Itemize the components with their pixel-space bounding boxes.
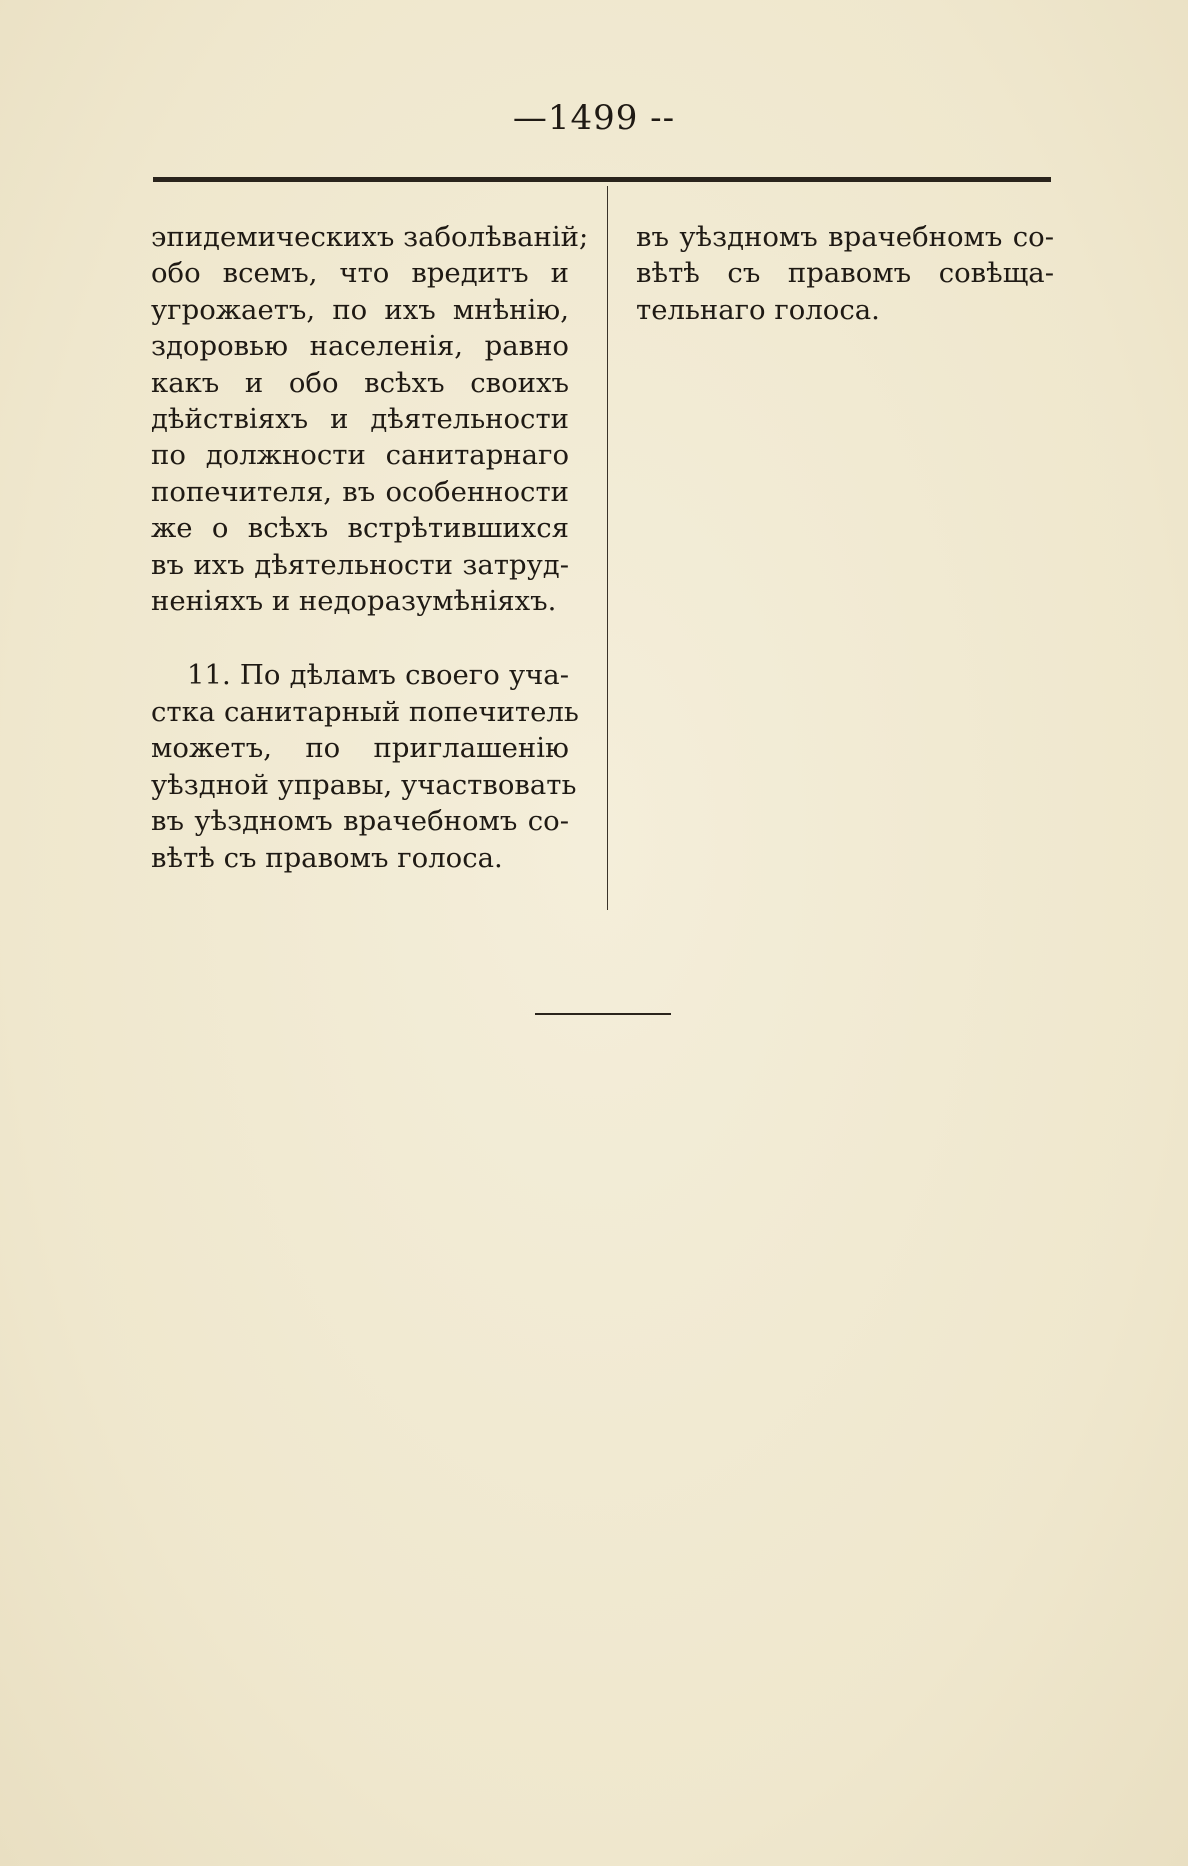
text-line: въ уѣздномъ врачебномъ со- xyxy=(151,805,569,838)
text-line: дѣйствіяхъ и дѣятельности xyxy=(151,403,569,436)
text-line: обо всемъ, что вредитъ и xyxy=(151,257,569,290)
text-line: тельнаго голоса. xyxy=(636,293,880,326)
header-rule xyxy=(153,177,1051,182)
text-line: какъ и обо всѣхъ своихъ xyxy=(151,366,569,399)
left-column xyxy=(151,219,589,876)
text-line: вѣтѣ съ правомъ совѣща- xyxy=(636,257,1054,290)
text-line: здоровью населенія, равно xyxy=(151,330,569,363)
text-line: эпидемическихъ заболѣваній; xyxy=(151,221,589,253)
paragraph-variant-text xyxy=(636,219,1054,328)
text-line: угрожаетъ, по ихъ мнѣнію, xyxy=(151,293,569,326)
text-line: въ ихъ дѣятельности затруд- xyxy=(151,548,569,581)
text-line: неніяхъ и недоразумѣніяхъ. xyxy=(151,585,557,618)
text-line: уѣздной управы, участвовать xyxy=(151,768,577,801)
text-line: стка санитарный попечитель xyxy=(151,695,579,728)
text-line: можетъ, по приглашенію xyxy=(151,732,569,765)
column-divider xyxy=(607,186,608,910)
text-line: въ уѣздномъ врачебномъ со- xyxy=(636,221,1054,253)
text-line: попечителя, въ особенности xyxy=(151,475,569,508)
paragraph-gap xyxy=(151,619,569,657)
text-line: вѣтѣ съ правомъ голоса. xyxy=(151,841,503,874)
paragraph-item-11 xyxy=(151,657,579,875)
paragraph-epidemic-report xyxy=(151,219,589,619)
page-number: —1499 -- xyxy=(512,98,676,138)
text-line: же о всѣхъ встрѣтившихся xyxy=(151,512,569,545)
text-line: по должности санитарнаго xyxy=(151,439,569,472)
text-line: 11. По дѣламъ своего уча- xyxy=(187,659,569,692)
right-column xyxy=(636,219,1054,328)
section-end-rule xyxy=(535,1013,671,1015)
